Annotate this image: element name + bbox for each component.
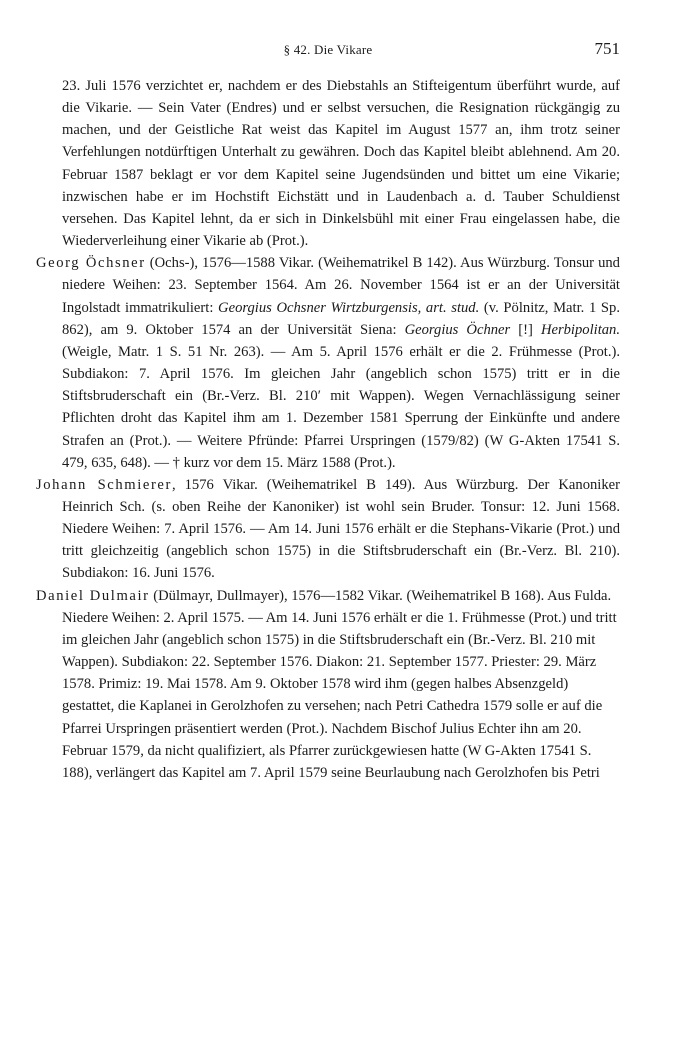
entry-quote: Herbipolitan. — [540, 321, 620, 338]
entry-text: (Dülmayr, Dullmayer), 1576—1582 Vikar. (Weihematrikel B 168). Aus Fulda. Niedere Weihen: 2. April 1575. — Am 14. Juni 1576 erhält er die 1. Frühmesse (Prot.) und tritt im gleichen Jahr (angeblich schon 1575) in die Stiftsbruderschaft ein (Br.-Verz. Bl. 210 mit Wappen). Subdiakon: 22. September 1576. Diakon: 21. September 1577. Priester: 29. März 1578. Primiz: 19. Mai 1578. Am 9. Oktober 1578 wird ihm (gegen halbes Absenzgeld) gestattet, die Kaplanei in Gerolzhofen zu versehen; nach Petri Cathedra 1579 solle er auf die Pfarrei Urspringen präsentiert werden (Prot.). Nachdem Bischof Julius Echter ihn am 20. Februar 1579, da nicht qualifiziert, als Pfarrer zurückgewiesen hatte (W G-Akten 17541 S. 188), verlängert das Kapitel am 7. April 1579 seine Beurlaubung nach Gerolzhofen bis Petri — [62, 587, 617, 781]
page-body — [36, 75, 620, 784]
page-number: 751 — [594, 39, 620, 58]
entry-quote: Georgius Öchner — [404, 321, 511, 338]
entry-georg-oechsner — [36, 252, 620, 474]
entry-name: Daniel Dulmair — [36, 587, 150, 604]
entry-text: (Ochs-), 1576—1588 Vikar. (Weihematrikel B 142). Aus Würzburg. Tonsur und niedere Weihen: 23. September 1564. Am 26. November 1564 ist er an der Universität Ingolstadt immatrikuliert: — [62, 255, 620, 316]
entry-name: Johann Schmierer — [36, 476, 172, 493]
continuation-paragraph: 23. Juli 1576 verzichtet er, nachdem er des Diebstahls an Stifteigentum überführt wurde, auf die Vikarie. — Sein Vater (Endres) und er selbst versuchen, die Resignation rückgängig zu machen, und der Geistliche Rat weist das Kapitel im August 1577 an, ihm trotz seiner Verfehlungen notdürftigen Unterhalt zu gewähren. Doch das Kapitel bleibt ablehnend. Am 20. Februar 1587 beklagt er vor dem Kapitel seine Jugendsünden und bittet um eine Vikarie; inzwischen habe er im Hochstift Eichstätt und in Laudenbach a. d. Tauber Schuldienst versehen. Das Kapitel lehnt, da er sich in Dinkelsbühl mit einer Frau eingelassen habe, die Wiederverleihung einer Vikarie ab (Prot.). — [62, 78, 620, 250]
entry-quote: Georgius Ochsner Wirtzburgensis, art. stud. — [218, 299, 480, 316]
entry-johann-schmierer — [36, 474, 620, 585]
page-header — [36, 39, 620, 64]
entry-name: Georg Öchsner — [36, 255, 146, 272]
entry-text: , 1576 Vikar. (Weihematrikel B 149). Aus Würzburg. Der Kanoniker Heinrich Sch. (s. oben Reihe der Kanoniker) ist wohl sein Bruder. Tonsur: 12. Juni 1568. Niedere Weihen: 7. April 1576. — Am 14. Juni 1576 erhält er die Stephans-Vikarie (Prot.) und tritt gleichzeitig (angeblich schon 1575) in die Stiftsbruderschaft ein (Br.-Verz. Bl. 210). Subdiakon: 16. Juni 1576. — [62, 476, 620, 582]
entry-text: (Weigle, Matr. 1 S. 51 Nr. 263). — Am 5. April 1576 erhält er die 2. Frühmesse (Prot.). Subdiakon: 7. April 1576. Im gleichen Jahr (angeblich schon 1575) tritt er in die Stiftsbruderschaft ein (Br.-Verz. Bl. 210′ mit Wappen). Wegen Vernachlässigung seiner Pflichten droht das Kapitel ihm am 1. Dezember 1581 Sperrung der Einkünfte und andere Strafen an (Prot.). — Weitere Pfründe: Pfarrei Urspringen (1579/82) (W G-Akten 17541 S. 479, 635, 648). — † kurz vor dem 15. März 1588 (Prot.). — [62, 343, 620, 471]
running-head: § 42. Die Vikare — [283, 42, 373, 57]
entry-daniel-dulmair — [36, 585, 620, 784]
entry-text: (v. Pölnitz, Matr. 1 Sp. 862), am 9. Oktober 1574 an der Universität Siena: — [62, 299, 620, 338]
entry-text: [!] — [510, 321, 541, 338]
